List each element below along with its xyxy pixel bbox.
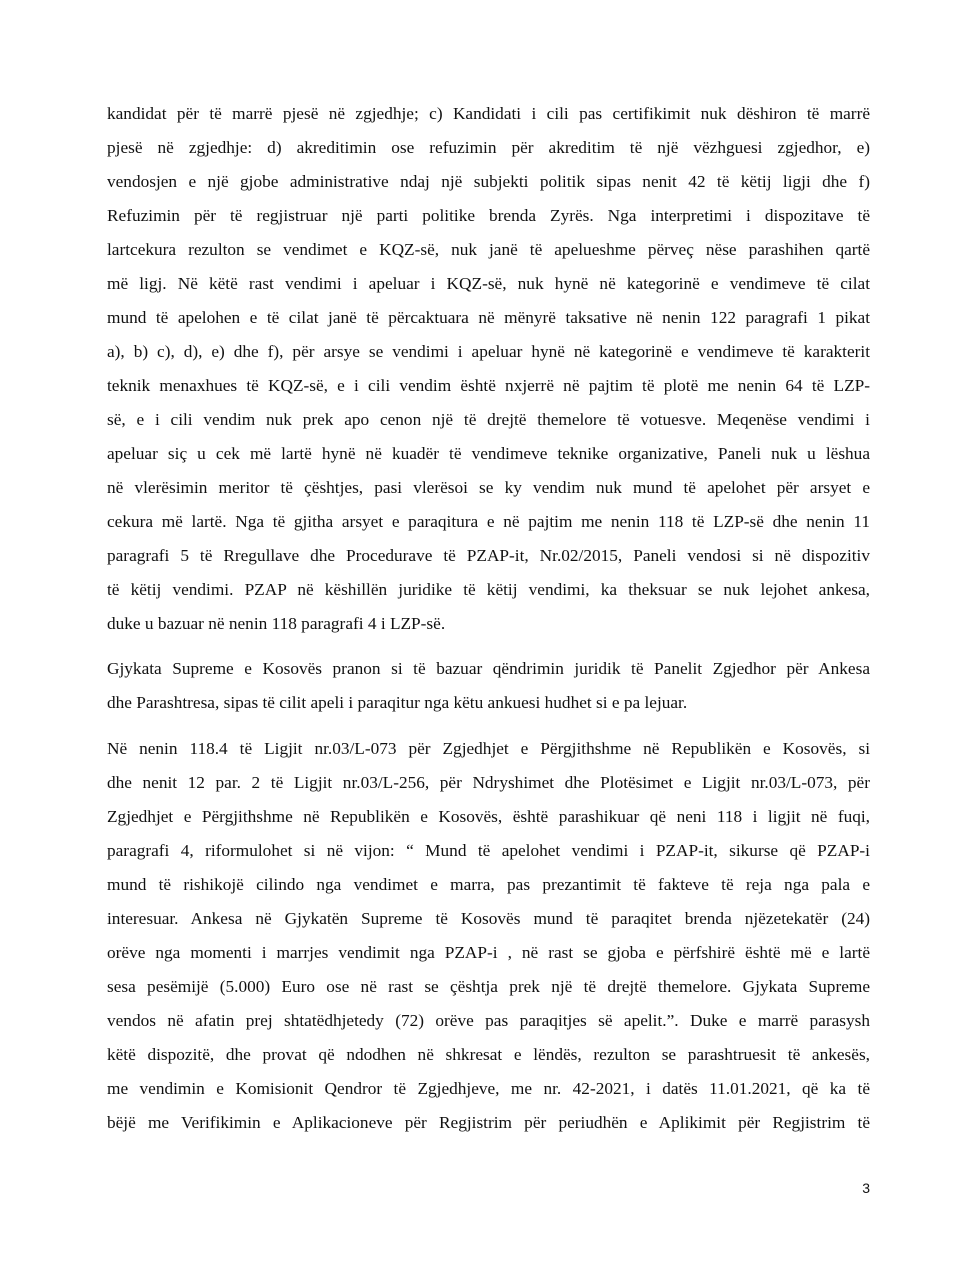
- text-line: interesuar. Ankesa në Gjykatën Supreme të Kosovës mund të paraqitet brenda njëzetekatër (24): [107, 909, 870, 928]
- text-line: së, e i cili vendim nuk prek apo cenon një të drejtë themelore të votuesve. Meqenëse vendimi i: [107, 410, 870, 429]
- text-line: më ligj. Në këtë rast vendimi i apeluar i KQZ-së, nuk hynë në kategorinë e vendimeve të cilat: [107, 274, 870, 293]
- text-line: lartcekura rezulton se vendimet e KQZ-së, nuk janë të apelueshme përveç nëse parashihen qartë: [107, 240, 870, 259]
- text-line: Në nenin 118.4 të Ligjit nr.03/L-073 për Zgjedhjet e Përgjithshme në Republikën e Kosovës, si: [107, 739, 870, 758]
- text-line: apeluar siç u cek më lartë hynë në kuadër të vendimeve teknike organizative, Paneli nuk u lëshua: [107, 444, 870, 463]
- text-line: kandidat për të marrë pjesë në zgjedhje; c) Kandidati i cili pas certifikimit nuk dëshiron të marrë: [107, 104, 870, 123]
- text-line: duke u bazuar në nenin 118 paragrafi 4 i LZP-së.: [107, 614, 446, 633]
- text-line: bëjë me Verifikimin e Aplikacioneve për Regjistrim për periudhën e Aplikimit për Regjistrim të: [107, 1113, 870, 1132]
- text-line: sesa pesëmijë (5.000) Euro ose në rast se çështja prek një të drejtë themelore. Gjykata Supreme: [107, 977, 870, 996]
- text-line: paragrafi 5 të Rregullave dhe Procedurave të PZAP-it, Nr.02/2015, Paneli vendosi si në dispozitiv: [107, 546, 870, 565]
- text-line: vendosjen e një gjobe administrative ndaj një subjekti politik sipas nenit 42 të këtij ligji dhe f): [107, 172, 870, 191]
- text-line: Zgjedhjet e Përgjithshme në Republikën e Kosovës, është parashikuar që neni 118 i ligjit në fuqi,: [107, 807, 870, 826]
- text-line: cekura më lartë. Nga të gjitha arsyet e paraqitura e në pajtim me nenin 118 të LZP-së dhe nenin 11: [107, 512, 870, 531]
- text-line: vendos në afatin prej shtatëdhjetedy (72) orëve pas paraqitjes së apelit.”. Duke e marrë parasysh: [107, 1011, 870, 1030]
- text-line: a), b) c), d), e) dhe f), për arsye se vendimi i apeluar hynë në kategorinë e vendimeve të karakterit: [107, 342, 870, 361]
- text-line: orëve nga momenti i marrjes vendimit nga PZAP-i , në rast se gjoba e përfshirë është më e lartë: [107, 943, 870, 962]
- text-line: të këtij vendimi. PZAP në këshillën juridike të këtij vendimi, ka theksuar se nuk lejohet ankesa,: [107, 580, 870, 599]
- text-line: me vendimin e Komisionit Qendror të Zgjedhjeve, me nr. 42-2021, i datës 11.01.2021, që ka të: [107, 1079, 870, 1098]
- text-line: mund të rishikojë cilindo nga vendimet e marra, pas prezantimit të fakteve të reja nga pala e: [107, 875, 870, 894]
- text-line: mund të apelohen e të cilat janë të përcaktuara në mënyrë taksative në nenin 122 paragrafi 1 pikat: [107, 308, 870, 327]
- page-number: 3: [862, 1180, 870, 1196]
- text-line: këtë dispozitë, dhe provat që ndodhen në shkresat e lëndës, rezulton se parashtruesit të ankesës,: [107, 1045, 870, 1064]
- text-line: teknik menaxhues të KQZ-së, e i cili vendim është nxjerrë në pajtim të plotë me nenin 64 të LZP-: [107, 376, 870, 395]
- text-line: pjesë në zgjedhje: d) akreditimin ose refuzimin për akreditim të një vëzhguesi zgjedhor, e): [107, 138, 870, 157]
- text-line: dhe Parashtresa, sipas të cilit apeli i paraqitur nga këtu ankuesi hudhet si e pa lejuar.: [107, 693, 688, 712]
- text-line: dhe nenit 12 par. 2 të Ligjit nr.03/L-256, për Ndryshimet dhe Plotësimet e Ligjit nr.03/L-073, për: [107, 773, 870, 792]
- text-line: Gjykata Supreme e Kosovës pranon si të bazuar qëndrimin juridik të Panelit Zgjedhor për Ankesa: [107, 659, 870, 678]
- text-line: paragrafi 4, riformulohet si në vijon: “ Mund të apelohet vendimi i PZAP-it, sikurse që PZAP-i: [107, 841, 870, 860]
- text-line: në vlerësimin meritor të çështjes, pasi vlerësoi se ky vendim nuk mund të apelohet për arsyet e: [107, 478, 870, 497]
- text-line: Refuzimin për të regjistruar një parti politike brenda Zyrës. Nga interpretimi i dispozitave të: [107, 206, 870, 225]
